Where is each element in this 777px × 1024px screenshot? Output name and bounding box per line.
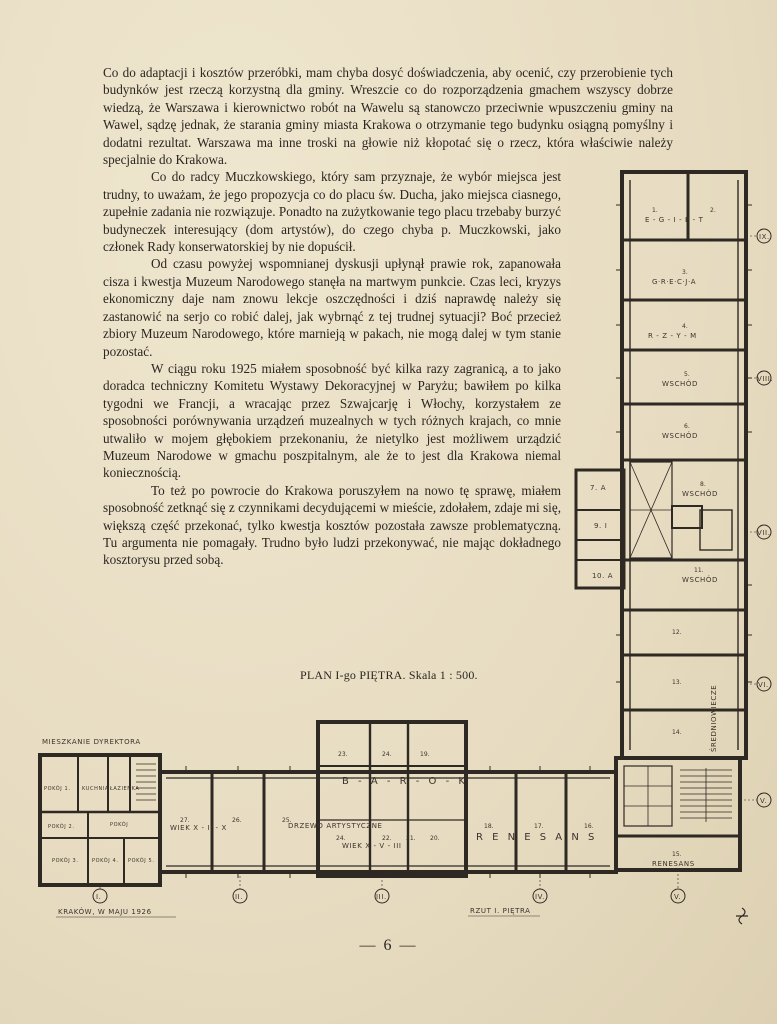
axis-label-iii: III. [376,893,387,901]
room-label-sredniowiecze: ŚREDNIOWIECZE [710,684,718,752]
room-num-19: 19. [420,751,430,758]
room-label-drzewo: DRZEWO ARTYSTYCZNE [288,822,383,830]
room-label-rzym: R - Z - Y - M [648,332,697,340]
room-kuchnia: KUCHNIA [82,786,109,792]
room-num-20: 20. [430,835,440,842]
room-pokoj: POKÓJ [110,822,129,828]
room-num-3: 3. [682,269,688,276]
room-label-wschod-8: WSCHÓD [682,490,719,498]
vertical-wing-outer-wall [622,172,746,758]
label-director-apartment: MIESZKANIE DYREKTORA [42,738,141,746]
plan-caption: PLAN I-go PIĘTRA. Skala 1 : 500. [300,668,478,682]
axis-label-v-right: V. [760,797,768,805]
room-num-25: 25. [282,817,292,824]
room-num-17: 17. [534,823,544,830]
axis-label-viii: VIII. [757,375,774,383]
room-label-wschod-11: WSCHÓD [682,576,719,584]
room-pokoj-3: POKÓJ 3. [52,858,79,864]
room-pokoj-4: POKÓJ 4. [92,858,119,864]
room-label-wiek-xvii: WIEK X - II - X [170,824,227,832]
page-number: — 6 — [359,937,418,954]
room-num-11: 11. [694,567,704,574]
barok-block [318,722,466,876]
room-num-18: 18. [484,823,494,830]
room-label-wschod-5: WSCHÓD [662,380,699,388]
main-gallery-wall [160,772,616,872]
room-label-9: 9. I [594,522,608,530]
paragraph-1: Co do adaptacji i kosztów przeróbki, mam chyba dosyć doświadczenia, aby ocenić, czy przerobienie tych budynków jest rzeczą korzystną dla gminy. Wreszcie co do rozporządzenia gmachem wszyscy dobrze wiedzą, że Warszawa i kierownictwo robót na Wawelu są stanowczo przeciwnie wpuszczeniu gminy na Wawel, sądzę jednak, że starania gminy miasta Krakowa o otrzymanie tego budynku osiągną pomyślny i dodatni rezultat. Warszawa ma inne troski na głowie niż kłopotać się o rzecz, która właściwie należy specjalnie do Krakowa. [103,65,673,168]
ornament-mark [736,908,748,924]
room-label-renesans-15: RENESANS [652,860,695,868]
plan-signature-title: RZUT I. PIĘTRA [470,907,531,915]
room-num-15: 15. [672,851,682,858]
room-label-7: 7. A [590,484,607,492]
room-num-13: 13. [672,679,682,686]
horizontal-wing [40,722,685,903]
room-num-24-top: 24. [382,751,392,758]
room-pokoj-1: POKÓJ 1. [44,786,71,792]
room-label-renesans: R E N E S A N S [476,832,598,843]
room-num-12: 12. [672,629,682,636]
axis-label-vi: VI. [758,681,769,689]
room-num-27: 27. [180,817,190,824]
axis-label-ii: II. [235,893,244,901]
paragraph-3: Od czasu powyżej wspomnianej dyskusji upłynął prawie rok, zapanowała cisza i kwestja Muzeum Narodowego stanęła na martwym punkcie. Czas leci, kryzys ekonomiczny daje nam znowu lekcje oszczędności i dziś naprawdę należy się zastanowić na serjo co robić dalej, jak wybrnąć z tej trudnej sytuacji? Boć przecież zbiory Muzeum Narodowego, które marnieją w pakach, nie mogą dalej w tym stanie pozostać. [103,256,561,359]
room-label-grecja: G·R·E·C·J·A [652,278,697,286]
paragraph-2: Co do radcy Muczkowskiego, który sam przyznaje, że wybór miejsca jest trudny, to uważam, że jego propozycja co do placu św. Ducha, jako miejsca ciasnego, zupełnie zadania nie rozwiązuje. Ponadto na zużytkowanie tego placu trzebaby burzyć budyneczek interesujący (dom artystów), do czego chyba p. Muczkowski, jako członek Rady konserwatorskiej by nie dopuścił. [103,169,561,255]
room-label-barok: B - A - R - O - K [342,776,468,787]
room-num-1: 1. [652,207,658,214]
room-pokoj-5: POKÓJ 5. [128,858,155,864]
room-num-2: 2. [710,207,716,214]
room-num-4: 4. [682,323,688,330]
room-pokoj-2: POKÓJ 2. [48,824,75,830]
room-num-8: 8. [700,481,706,488]
axis-label-v: V. [674,893,682,901]
room-num-14: 14. [672,729,682,736]
room-num-21: 21. [406,835,416,842]
room-label-wiek-xviii: WIEK X - V - III [342,842,402,850]
room-num-26: 26. [232,817,242,824]
axis-label-iv: IV. [535,893,545,901]
axis-label-i: I. [96,893,102,901]
room-lazienka: ŁAZIENKA [110,786,140,792]
room-num-6: 6. [684,423,690,430]
director-apartment [40,755,160,885]
room-label-10: 10. A [592,572,614,580]
room-label-wschod-6: WSCHÓD [662,432,699,440]
room-num-24: 24. [336,835,346,842]
plan-signature-date: KRAKÓW, W MAJU 1926 [58,908,152,916]
room-label-egipt: E - G - I - P - T [645,216,704,224]
room-num-5: 5. [684,371,690,378]
room-num-23: 23. [338,751,348,758]
axis-label-vii: VII. [757,529,771,537]
vertical-wing [576,172,774,870]
room-num-22: 22. [382,835,392,842]
axis-label-ix: IX. [759,233,770,241]
room-num-16: 16. [584,823,594,830]
paragraph-4: W ciągu roku 1925 miałem sposobność być kilka razy zagranicą, a to jako doradca techniczny Komitetu Wystawy Dekoracyjnej w Paryżu; bawiłem po kilka tygodni we Francji, a wracając przez Szwajcarję i Włochy, korzystałem ze sposobności porównywania urządzeń muzealnych w tych różnych krajach, co mnie utwaliło w mojem głębokiem przekonaniu, że nietylko jest możliwem urządzić Muzeum Narodowe w gmachu poszpitalnym, ale że to jest dla Krakowa niemal koniecznością. [103,360,561,481]
paragraph-5: To też po powrocie do Krakowa poruszyłem na nowo tę sprawę, miałem sposobność zetknąć się z czynnikami decydującemi w mieście, zdołałem, zdaje mi się, większą część przekonać, tylko kwestja kosztów pozostała zawsze problematyczną. Tu argumenta nie pomagały. Trudno było ludzi przekonywać, nie mając dokładnego kosztorysu przed sobą. [103,482,561,568]
